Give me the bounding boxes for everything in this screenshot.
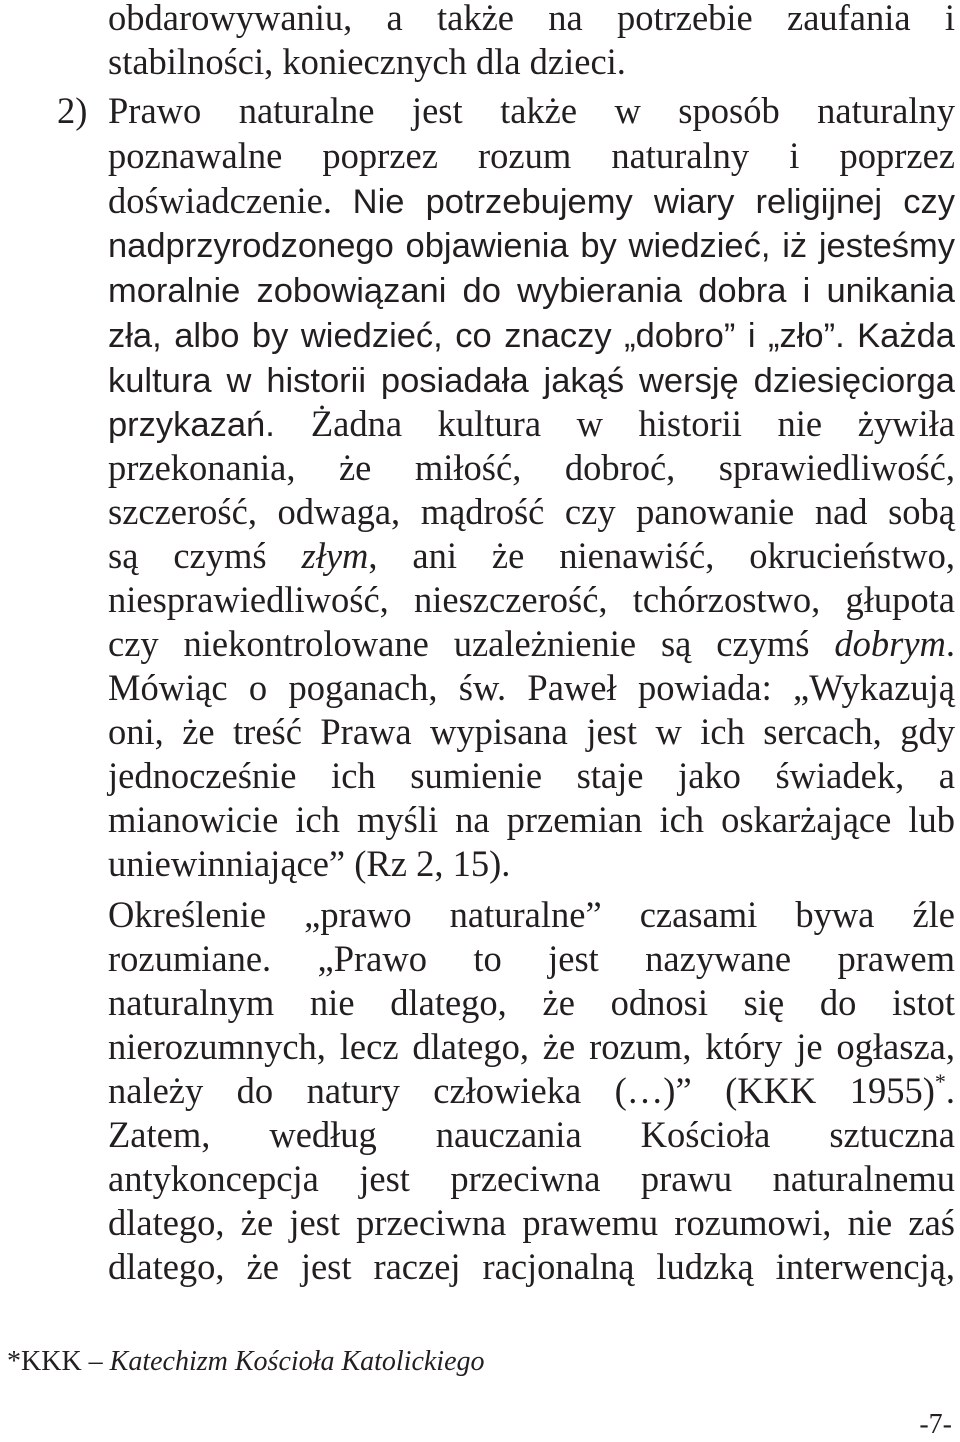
emphasis-text: złym — [301, 535, 369, 576]
text-line: stabilności, koniecznych dla dzieci. — [108, 41, 626, 82]
text-line: dlatego, że jest przeciwna prawemu rozumowi, nie zaś — [108, 1202, 955, 1243]
text-line: antykoncepcja jest przeciwna prawu naturalnemu — [108, 1158, 955, 1199]
text-line: nadprzyrodzonego objawienia by wiedzieć, iż jesteśmy — [108, 227, 955, 265]
text-line — [108, 622, 955, 666]
text-line: Mówiąc o poganach, św. Paweł powiada: „Wykazują — [108, 667, 955, 708]
text-line: poznawalne poprzez rozum naturalny i poprzez — [108, 135, 955, 176]
text-segment: . — [945, 623, 955, 664]
text-line — [108, 179, 955, 224]
list-number: 2) — [57, 90, 88, 131]
text-line: moralnie zobowiązani do wybierania dobra i unikania — [108, 272, 955, 310]
text-segment: Żadna kultura w historii nie żywiła — [310, 403, 955, 444]
text-line: dlatego, że jest raczej racjonalną ludzką interwencją, — [108, 1246, 955, 1287]
text-segment: zła, albo by wiedzieć, co znaczy „dobro” i „zło”. — [108, 317, 858, 355]
footnote — [7, 1342, 485, 1382]
footnote-marker: * — [934, 1069, 946, 1094]
text-segment: Nie potrzebujemy wiary religijnej czy — [352, 183, 955, 221]
text-line: nierozumnych, lecz dlatego, że rozum, który je ogłasza, — [108, 1026, 955, 1067]
text-line — [108, 1069, 955, 1113]
text-segment: są czymś — [108, 535, 302, 576]
page-number: -7- — [919, 1409, 952, 1440]
text-segment: doświadczenie. — [108, 180, 353, 221]
emphasis-text: dobrym — [834, 623, 946, 664]
text-line: niesprawiedliwość, nieszczerość, tchórzostwo, głupota — [108, 579, 955, 620]
text-line: naturalnym nie dlatego, że odnosi się do istot — [108, 982, 955, 1023]
text-line: mianowicie ich myśli na przemian ich oskarżające lub — [108, 799, 955, 840]
text-segment: czy niekontrolowane uzależnienie są czymś — [108, 623, 835, 664]
text-line: Określenie „prawo naturalne” czasami bywa źle — [108, 894, 955, 935]
text-line: kultura w historii posiadała jakąś wersję dziesięciorga — [108, 362, 955, 400]
text-line: oni, że treść Prawa wypisana jest w ich sercach, gdy — [108, 711, 955, 752]
text-segment: , ani że nienawiść, okrucieństwo, — [368, 535, 956, 576]
text-segment: należy do natury człowieka (…)” (KKK 1955) — [108, 1070, 935, 1111]
text-line — [108, 402, 955, 447]
text-line — [108, 314, 955, 358]
footnote-title: Katechizm Kościoła Katolickiego — [109, 1346, 485, 1377]
text-segment: Każda — [857, 317, 955, 355]
text-segment: przykazań. — [108, 406, 311, 444]
text-line: szczerość, odwaga, mądrość czy panowanie nad sobą — [108, 491, 955, 532]
text-line: Zatem, według nauczania Kościoła sztuczna — [108, 1114, 955, 1155]
text-line: Prawo naturalne jest także w sposób naturalny — [108, 90, 955, 131]
text-line: uniewinniające” (Rz 2, 15). — [108, 843, 511, 884]
footnote-prefix: *KKK – — [7, 1346, 110, 1377]
text-segment: . — [945, 1070, 955, 1111]
text-line: obdarowywaniu, a także na potrzebie zaufania i — [108, 0, 955, 38]
text-line: przekonania, że miłość, dobroć, sprawiedliwość, — [108, 447, 955, 488]
text-line: rozumiane. „Prawo to jest nazywane prawem — [108, 938, 955, 979]
text-line — [108, 534, 955, 578]
text-line: jednocześnie ich sumienie staje jako świadek, a — [108, 755, 955, 796]
